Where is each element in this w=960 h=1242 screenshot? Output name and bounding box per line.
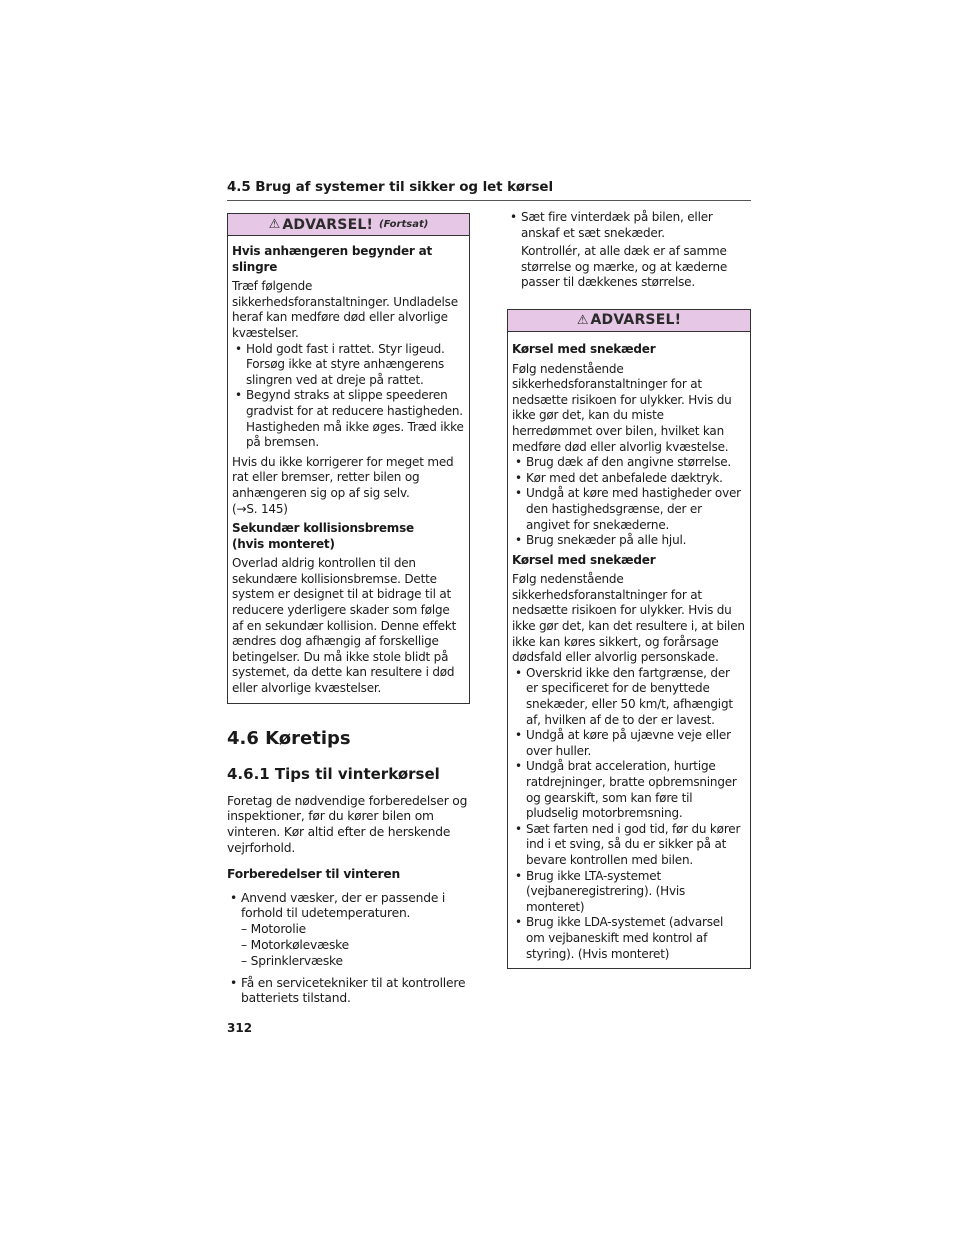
fluid-item: – Sprinklervæske (241, 953, 343, 968)
warning-bullet: • Brug ikke LDA-systemet (advarsel om vejbaneskift med kontrol af styring). (Hvis monteret) (512, 915, 745, 962)
left-warning-body (228, 236, 469, 703)
fluid-item: – Motorolie (241, 922, 307, 937)
warning-bullet: • Hold godt fast i rattet. Styr ligeud. Forsøg ikke at styre anhængerens slingren ved at dreje på rattet. (232, 342, 464, 389)
section-body (227, 728, 470, 1008)
warning-paragraph: Følg nedenstående sikkerhedsforanstaltninger for at nedsætte risikoen for ulykker. Hvis du ikke gør det, kan det resultere i, at bilen ikke kan køres sikkert, og forårsage dødsfald eller alvorlig personskade. (512, 572, 745, 665)
warning-bullet: • Brug ikke LTA-systemet (vejbaneregistrering). (Hvis monteret) (512, 869, 745, 916)
right-warning-header (508, 310, 750, 332)
prep-note: Kontrollér, at alle dæk er af samme størrelse og mærke, og at kæderne passer til dækkenes størrelse. (521, 244, 728, 290)
warning-paragraph: Hvis du ikke korrigerer for meget med rat eller bremser, retter bilen og anhængeren sig op af sig selv. (232, 454, 454, 500)
prep-bullet: • Anvend væsker, der er passende i forhold til udetemperaturen. (227, 891, 470, 923)
warning-bullet: • Brug snekæder på alle hjul. (512, 533, 745, 549)
warning-bullet: • Undgå brat acceleration, hurtige ratdrejninger, bratte opbremsninger og gearskift, som kan føre til pludselig motorbremsning. (512, 759, 745, 821)
header-title: 4.5 Brug af systemer til sikker og let kørsel (227, 179, 553, 195)
warning-bullet: • Brug dæk af den angivne størrelse. (512, 455, 745, 471)
right-warning-box (507, 309, 751, 969)
page-header (227, 179, 751, 195)
header-rule (227, 200, 751, 201)
warning-bullet: • Overskrid ikke den fartgrænse, der er specificeret for de benyttede snekæder, eller 50 km/t, afhængigt af, hvilken af de to der er lavest. (512, 666, 745, 728)
warning-continued: (Fortsat) (379, 219, 429, 230)
warning-bullet: • Begynd straks at slippe speederen gradvist for at reducere hastigheden. Hastigheden må ikke øges. Træd ikke på bremsen. (232, 388, 464, 450)
left-warning-header (228, 214, 469, 236)
warning-bullet: • Sæt farten ned i god tid, før du kører ind i et sving, så du er sikker på at bevare kontrollen med bilen. (512, 822, 745, 869)
page-reference-link[interactable]: (→S. 145) (232, 501, 288, 516)
warning-bullet: • Undgå at køre på ujævne veje eller over huller. (512, 728, 745, 759)
warning-title: ADVARSEL! (282, 216, 374, 233)
warning-subheading: Kørsel med snekæder (512, 341, 656, 356)
warning-paragraph: Følg nedenstående sikkerhedsforanstaltninger for at nedsætte risikoen for ulykker. Hvis du ikke gør det, kan du miste herredømmet over bilen, hvilket kan medføre død eller alvorlig kvæstelse. (512, 361, 732, 454)
warning-bullet: • Undgå at køre med hastigheder over den hastighedsgrænse, der er angivet for snekæderne. (512, 486, 745, 533)
warning-title: ADVARSEL! (590, 312, 682, 329)
warning-paragraph: Træf følgende sikkerhedsforanstaltninger. Undladelse heraf kan medføre død eller alvorlige kvæstelser. (232, 279, 458, 340)
warning-subheading: Sekundær kollisionsbremse (232, 521, 414, 536)
left-column (227, 213, 470, 1007)
right-column (507, 210, 751, 969)
section-intro: Foretag de nødvendige forberedelser og inspektioner, før du kører bilen om vinteren. Kør altid efter de herskende vejrforhold. (227, 793, 468, 856)
prep-bullet: • Få en servicetekniker til at kontrollere batteriets tilstand. (227, 976, 470, 1008)
warning-subheading: (hvis monteret) (232, 536, 335, 551)
warning-bullet: • Kør med det anbefalede dæktryk. (512, 471, 745, 487)
warning-triangle-icon: ⚠ (268, 217, 281, 232)
section-heading: 4.6 Køretips (227, 727, 351, 749)
subsection-heading: 4.6.1 Tips til vinterkørsel (227, 764, 440, 783)
warning-subheading: Kørsel med snekæder (512, 552, 656, 567)
page-number: 312 (227, 1021, 253, 1035)
warning-subheading: Hvis anhængeren begynder at slingre (232, 244, 433, 274)
fluid-item: – Motorkølevæske (241, 938, 350, 952)
prep-bullet: • Sæt fire vinterdæk på bilen, eller anskaf et sæt snekæder. (507, 210, 751, 241)
left-warning-box (227, 213, 470, 704)
prep-heading: Forberedelser til vinteren (227, 866, 401, 881)
warning-triangle-icon: ⚠ (576, 312, 589, 328)
warning-paragraph: Overlad aldrig kontrollen til den sekundære kollisionsbremse. Dette system er designet til at bidrage til at reducere yderligere skader som følge af en sekundær kollision. Denne effekt ændres dog afhængig af forskellige betingelser. Du må ikke stole blidt på systemet, da dette kan resultere i død eller alvorlige kvæstelser. (232, 556, 457, 696)
right-warning-body (508, 332, 750, 968)
